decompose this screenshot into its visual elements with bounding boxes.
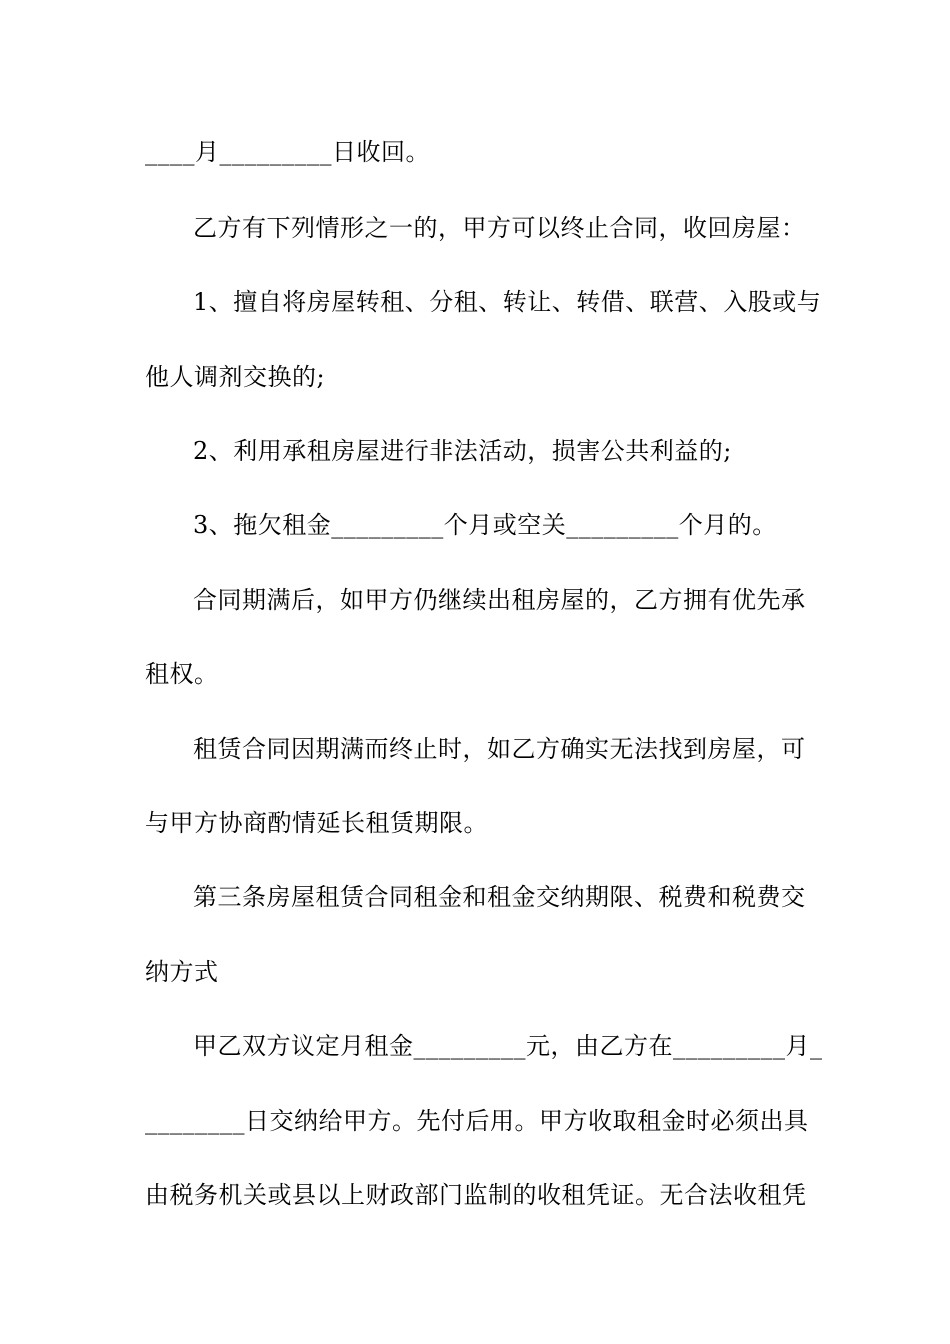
text-line-5: 2、利用承租房屋进行非法活动，损害公共利益的;: [193, 437, 732, 465]
text-line-3: 1、擅自将房屋转租、分租、转让、转借、联营、入股或与: [193, 288, 822, 316]
text-line-4: 他人调剂交换的;: [145, 363, 326, 391]
text-line-2: 乙方有下列情形之一的，甲方可以终止合同，收回房屋：: [193, 214, 806, 242]
text-line-9: 租赁合同因期满而终止时，如乙方确实无法找到房屋，可: [193, 735, 806, 763]
text-line-7: 合同期满后，如甲方仍继续出租房屋的，乙方拥有优先承: [193, 586, 806, 614]
text-line-8: 租权。: [145, 660, 219, 688]
text-line-15: 由税务机关或县以上财政部门监制的收租凭证。无合法收租凭: [145, 1181, 807, 1209]
text-line-13: 甲乙双方议定月租金_________元，由乙方在_________月_: [193, 1032, 823, 1060]
text-line-14: ________日交纳给甲方。先付后用。甲方收取租金时必须出具: [145, 1107, 809, 1135]
text-line-6: 3、拖欠租金_________个月或空关_________个月的。: [193, 511, 777, 539]
text-line-1: ____月_________日收回。: [145, 138, 430, 166]
text-line-12: 纳方式: [145, 958, 219, 986]
text-line-11: 第三条房屋租赁合同租金和租金交纳期限、税费和税费交: [193, 883, 806, 911]
text-line-10: 与甲方协商酌情延长租赁期限。: [145, 809, 488, 837]
